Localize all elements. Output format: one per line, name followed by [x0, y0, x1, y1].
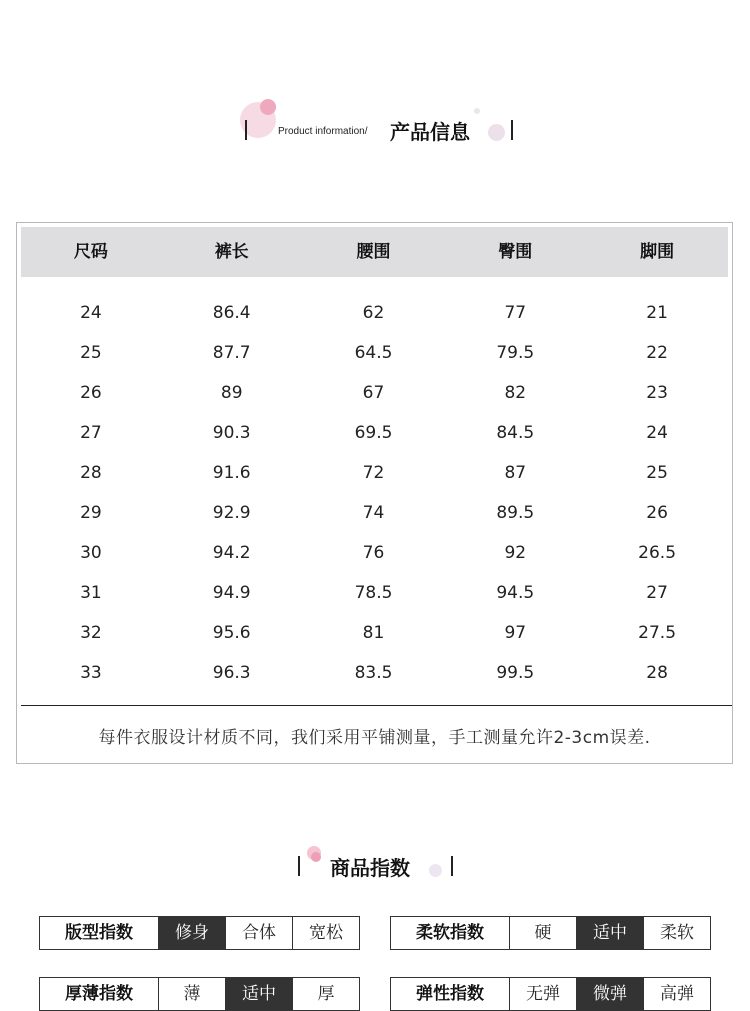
cell-size: 29: [80, 503, 102, 523]
size-table-body: [21, 295, 728, 695]
elasticity-option: 无弹: [510, 978, 577, 1010]
heading-english: Product information/: [278, 126, 368, 137]
cell-size: 25: [80, 343, 102, 363]
elasticity-option-selected: 微弹: [577, 978, 644, 1010]
elasticity-index: [390, 977, 711, 1011]
decor-circle-small: [260, 99, 276, 115]
table-row: [21, 335, 728, 375]
cell-length: 94.9: [212, 583, 251, 603]
column-header-length: 裤长: [214, 242, 249, 262]
table-row: [21, 615, 728, 655]
table-row: [21, 655, 728, 695]
heading-bar-right: [511, 120, 513, 140]
cell-waist: 74: [362, 503, 385, 523]
table-row: [21, 375, 728, 415]
table-row: [21, 455, 728, 495]
cell-hip: 79.5: [496, 343, 535, 363]
cell-waist: 76: [362, 543, 385, 563]
table-row: [21, 495, 728, 535]
softness-option: 柔软: [660, 923, 694, 943]
softness-index-label: 柔软指数: [391, 917, 510, 949]
elasticity-index-label: 弹性指数: [391, 978, 510, 1010]
column-header-waist: 腰围: [356, 242, 391, 262]
cell-hem: 26: [646, 503, 668, 523]
table-row: [21, 575, 728, 615]
decor-dot: [474, 108, 480, 114]
size-table-header: [21, 227, 728, 277]
cell-hem: 21: [646, 303, 668, 323]
cell-size: 26: [80, 383, 102, 403]
fit-index-label: 版型指数: [40, 917, 159, 949]
cell-size: 27: [80, 423, 102, 443]
cell-hip: 87: [504, 463, 527, 483]
cell-length: 91.6: [212, 463, 251, 483]
cell-waist: 69.5: [354, 423, 393, 443]
cell-hip: 92: [504, 543, 527, 563]
decor-circle-right: [488, 124, 505, 141]
cell-hem: 22: [646, 343, 668, 363]
cell-waist: 83.5: [354, 663, 393, 683]
cell-hem: 27: [646, 583, 668, 603]
thickness-option: 薄: [159, 978, 226, 1010]
cell-length: 94.2: [212, 543, 251, 563]
cell-length: 86.4: [212, 303, 251, 323]
fit-option: 宽松: [309, 923, 343, 943]
product-info-heading: [0, 96, 750, 156]
cell-size: 24: [80, 303, 102, 323]
cell-size: 32: [80, 623, 102, 643]
heading-title: 产品信息: [390, 120, 470, 144]
thickness-index-label: 厚薄指数: [40, 978, 159, 1010]
cell-hip: 77: [504, 303, 527, 323]
heading-bar-left: [245, 120, 247, 140]
cell-size: 33: [80, 663, 102, 683]
cell-hip: 94.5: [496, 583, 535, 603]
cell-waist: 72: [362, 463, 385, 483]
cell-hip: 97: [504, 623, 527, 643]
cell-hip: 89.5: [496, 503, 535, 523]
fit-index: [39, 916, 360, 950]
heading2-bar-right: [451, 856, 453, 876]
cell-hip: 82: [504, 383, 527, 403]
cell-size: 28: [80, 463, 102, 483]
softness-option-selected: 适中: [577, 917, 644, 949]
column-header-size: 尺码: [73, 242, 108, 262]
cell-length: 89: [220, 383, 243, 403]
heading2-bar-left: [298, 856, 300, 876]
cell-size: 30: [80, 543, 102, 563]
cell-hem: 26.5: [638, 543, 677, 563]
softness-index: [390, 916, 711, 950]
cell-waist: 67: [362, 383, 385, 403]
table-row: [21, 295, 728, 335]
softness-option: 硬: [510, 917, 577, 949]
fit-option: 合体: [226, 917, 293, 949]
cell-length: 95.6: [212, 623, 251, 643]
size-table: [16, 222, 733, 764]
product-index-heading: [0, 840, 750, 890]
thickness-option-selected: 适中: [226, 978, 293, 1010]
heading2-title: 商品指数: [330, 856, 410, 880]
table-row: [21, 415, 728, 455]
decor-circle-pink-inner: [311, 852, 321, 862]
table-row: [21, 535, 728, 575]
cell-hem: 24: [646, 423, 668, 443]
cell-hem: 27.5: [638, 623, 677, 643]
column-header-hip: 臀围: [498, 242, 533, 262]
cell-waist: 78.5: [354, 583, 393, 603]
measurement-note: 每件衣服设计材质不同，我们采用平铺测量，手工测量允许2-3cm误差.: [98, 728, 651, 748]
cell-size: 31: [80, 583, 102, 603]
cell-length: 96.3: [212, 663, 251, 683]
cell-hem: 28: [646, 663, 668, 683]
cell-length: 87.7: [212, 343, 251, 363]
cell-hip: 84.5: [496, 423, 535, 443]
cell-length: 92.9: [212, 503, 251, 523]
cell-waist: 62: [362, 303, 385, 323]
cell-hem: 25: [646, 463, 668, 483]
cell-hem: 23: [646, 383, 668, 403]
thickness-index: [39, 977, 360, 1011]
decor-circle-lilac: [429, 864, 442, 877]
thickness-option: 厚: [317, 984, 335, 1004]
cell-waist: 81: [362, 623, 385, 643]
column-header-hem: 脚围: [640, 242, 675, 262]
cell-waist: 64.5: [354, 343, 393, 363]
table-divider: [21, 705, 732, 706]
cell-hip: 99.5: [496, 663, 535, 683]
elasticity-option: 高弹: [660, 984, 694, 1004]
cell-length: 90.3: [212, 423, 251, 443]
fit-option-selected: 修身: [159, 917, 226, 949]
